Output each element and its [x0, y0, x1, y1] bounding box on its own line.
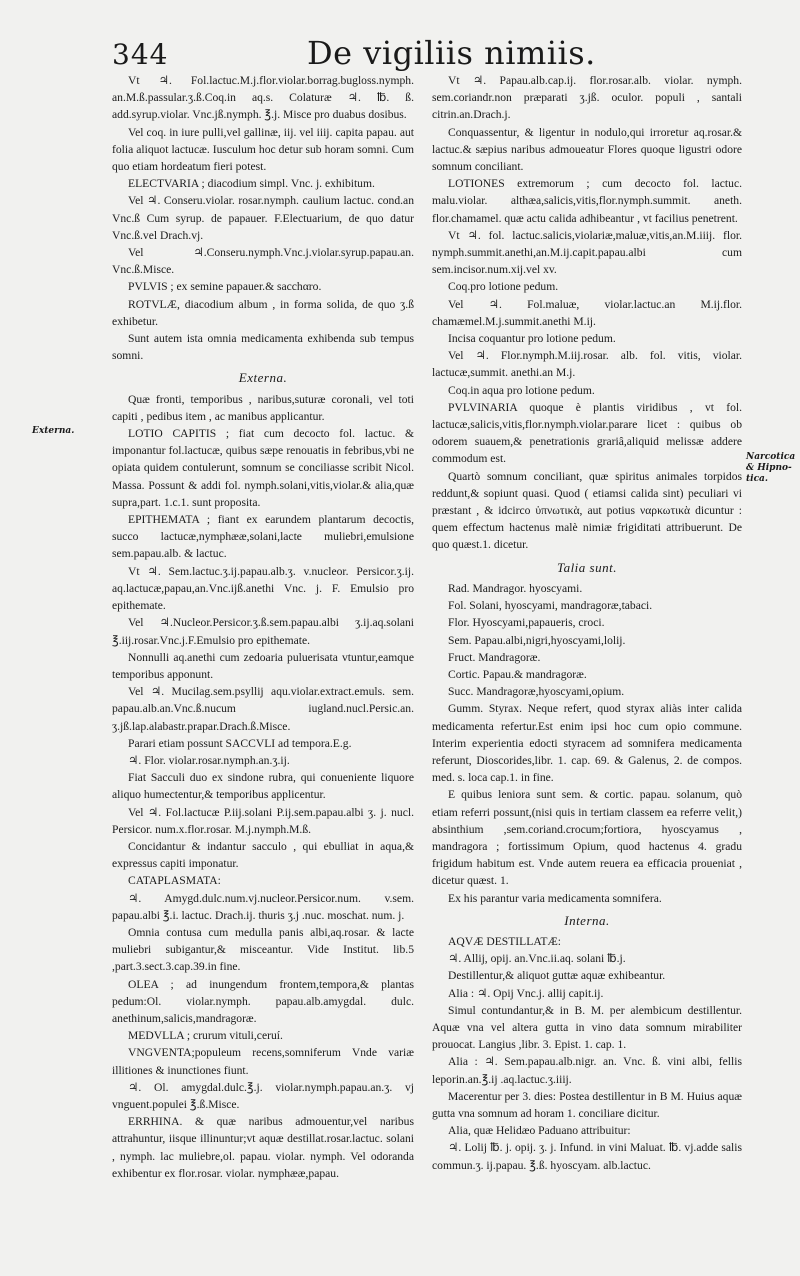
paragraph: Vel ♃. Conseru.violar. rosar.nymph. caulium lactuc. cond.an Vnc.ß Cum syrup. de papauer. F.Electuarium, de quo datur Vnc.ß.vel Drach.vj.: [112, 194, 414, 242]
paragraph: MEDVLLA ; crurum vituli,ceruí.: [128, 1029, 283, 1043]
page-number: 344: [112, 38, 169, 71]
paragraph: Alia : ♃. Sem.papau.alb.nigr. an. Vnc. ß. vini albi, fellis leporin.an.℥.ij .aq.lactuc.ʒ.iiij.: [432, 1055, 742, 1086]
paragraph: PVLVINARIA quoque è plantis viridibus , vt fol. lactucæ,salicis,vitis,flor.nymph.violar.parare licet : quibus ob odorem suauem,& penetrationis grariâ,aliquid melissæ addere commodum est.: [432, 400, 742, 466]
list-item: Fol. Solani, hyoscyami, mandragoræ,tabaci.: [448, 599, 653, 613]
section-heading-talia-sunt: Talia sunt.: [557, 559, 617, 575]
paragraph: Macerentur per 3. dies: Postea destillentur in B M. Huius aquæ gutta vna somnum ad horam 1. conciliare dicitur.: [432, 1089, 742, 1120]
paragraph: OLEA ; ad inungendum frontem,tempora,& plantas pedum:Ol. violar.nymph. papau.alb.amygdal. dulc. anethinum,salicis,mandragoræ.: [112, 977, 414, 1025]
paragraph: Vt ♃. Fol.lactuc.M.j.flor.violar.borrag.bugloss.nymph. an.M.ß.passular.ʒ.ß.Coq.in aq.s. Colaturæ ♃. ℔. ß. add.syrup.violar. Vnc.jß.nymph. ℥.j. Misce pro duabus dosibus.: [112, 74, 414, 122]
list-item: Fruct. Mandragoræ.: [448, 650, 541, 664]
paragraph: EPITHEMATA ; fiant ex earundem plantarum decoctis, succo lactucæ,nymphææ,solani,lacte muliebri,emulsione sem.papau.alb. & lactuc.: [112, 513, 414, 561]
margin-note-externa: Externa.: [32, 426, 75, 436]
paragraph: Vt ♃. Sem.lactuc.ʒ.ij.papau.alb.ʒ. v.nucleor. Persicor.ʒ.ij. aq.lactucæ,papau,an.Vnc.ijß.anethi Vnc. j. F. Emulsio pro epithemate.: [112, 564, 414, 613]
paragraph: Gumm. Styrax. Neque refert, quod styrax aliàs inter calida medicamenta refertur.Est enim ipsi hoc cum opio commune. Interim experientia edocti styracem ad somnifera medicamenta referunt, Dioscorides,libr. 1. cap. 69. & Galenus, 2. de compos. med. s. loca cap.1. in fine.: [432, 702, 742, 785]
paragraph: Vel ♃.Nucleor.Persicor.ʒ.ß.sem.papau.albi ʒ.ij.aq.solani ℥.iij.rosar.Vnc.j.F.Emulsio pro epithemate.: [112, 616, 414, 647]
paragraph: Vt ♃. Papau.alb.cap.ij. flor.rosar.alb. violar. nymph. sem.coriandr.non præparati ʒ.jß. oculor. populi , santali citrin.an.Drach.j.: [432, 74, 742, 122]
paragraph: Vel ♃. Fol.lactucæ P.iij.solani P.ij.sem.papau.albi ʒ. j. nucl. Persicor. num.x.flor.rosar. M.j.nymph.M.ß.: [112, 805, 414, 836]
paragraph: Alia, quæ Helidæo Paduano attribuitur:: [448, 1124, 631, 1138]
paragraph: Alia : ♃. Opij Vnc.j. allij capit.ij.: [448, 986, 604, 1000]
paragraph: Sunt autem ista omnia medicamenta exhibenda sub tempus somni.: [112, 332, 414, 363]
paragraph: Incisa coquantur pro lotione pedum.: [448, 332, 616, 346]
paragraph: Vt ♃. fol. lactuc.salicis,violariæ,maluæ,vitis,an.M.iiij. flor. nymph.summit.anethi,an.M.ij.capit.papau.albi cum sem.incisor.num.xij.vel xv.: [432, 228, 742, 277]
list-item: Sem. Papau.albi,nigri,hyoscyami,lolij.: [448, 633, 626, 647]
paragraph: Parari etiam possunt SACCVLI ad tempora.E.g.: [128, 736, 352, 750]
paragraph: AQVÆ DESTILLATÆ:: [448, 934, 562, 948]
section-heading-externa: Externa.: [238, 370, 288, 386]
list-item: Rad. Mandragor. hyoscyami.: [448, 581, 583, 595]
paragraph: ♃. Allij, opij. an.Vnc.ii.aq. solani ℔.j.: [448, 952, 626, 966]
paragraph: LOTIONES extremorum ; cum decocto fol. lactuc. malu.violar. althæa,salicis,vitis,flor.nymph.summit. aneth. flor.chamamel. quæ actu calida adhibeantur , vt facilius penetrent.: [432, 177, 742, 225]
left-column: [112, 72, 414, 1182]
page-header: [112, 30, 752, 70]
paragraph: Quartò somnum conciliant, quæ spiritus animales torpidos reddunt,& sopiunt quasi. Quod ( etiamsi calida sint) peculiari vi præstant , & idcirco ὑπνωτικὰ, aut potius ναρκωτικὰ dicuntur : quem effectum hactenus malè nimiæ frigiditati attribuerunt. De quo quæst.1. dicetur.: [432, 469, 742, 552]
paragraph: Omnia contusa cum medulla panis albi,aq.rosar. & lacte muliebri subigantur,& misceantur. Vide Institut. lib.5 ,part.3.sect.3.cap.39.in fine.: [112, 925, 414, 974]
paragraph: ELECTVARIA ; diacodium simpl. Vnc. j. exhibitum.: [128, 177, 375, 191]
list-item: Cortic. Papau.& mandragoræ.: [448, 667, 587, 681]
paragraph: Vel ♃. Flor.nymph.M.iij.rosar. alb. fol. vitis, violar. lactucæ,summit. anethi.an M.j.: [432, 349, 742, 380]
paragraph: Concidantur & indantur sacculo , qui ebulliat in aqua,& expressus capiti imponatur.: [112, 839, 414, 871]
paragraph: ♃. Flor. violar.rosar.nymph.an.ʒ.ij.: [128, 753, 290, 767]
margin-note-narcotica: Narcotica & Hipno-tica.: [746, 452, 796, 484]
paragraph: ♃. Ol. amygdal.dulc.℥.j. violar.nymph.papau.an.ʒ. vj vnguent.populei ℥.ß.Misce.: [112, 1080, 414, 1111]
paragraph: ♃. Amygd.dulc.num.vj.nucleor.Persicor.num. v.sem. papau.albi ℥.i. lactuc. Drach.ij. thuris ʒ.j .nuc. moschat. num. j.: [112, 891, 414, 922]
paragraph: Coq.in aqua pro lotione pedum.: [448, 383, 595, 397]
paragraph: Coq.pro lotione pedum.: [448, 280, 559, 294]
paragraph: ROTVLÆ, diacodium album , in forma solida, de quo ʒ.ß exhibetur.: [112, 297, 414, 328]
paragraph: Vel ♃. Mucilag.sem.psyllij aqu.violar.extract.emuls. sem. papau.alb.an.Vnc.ß.nucum iugland.nucl.Persic.an. ʒ.jß.lap.alabastr.prapar.Drach.ß.Misce.: [112, 685, 414, 733]
paragraph: PVLVIS ; ex semine papauer.& sacchαro.: [128, 280, 322, 294]
paragraph: Quæ fronti, temporibus , naribus,suturæ coronali, vel toti capiti , pedibus item , ac manibus applicantur.: [112, 392, 414, 423]
paragraph: Vel coq. in iure pulli,vel gallinæ, iij. vel iiij. capita papau. aut folia aliquot lactucæ. Iusculum hoc detur sub horam somni. Cum quo etiam hordeatum fieri potest.: [112, 125, 414, 174]
paragraph: Destillentur,& aliquot guttæ aquæ exhibeantur.: [448, 969, 666, 983]
paragraph: E quibus leniora sunt sem. & cortic. papau. solanum, quò etiam referri possunt,(nisi quis in tertiam classem ea referre velit,) absinthium ,sem.coriand.crocum;fortiora, hyoscyamus , mandragora ; fortissimum Opium, quod hactenus 4. gradu frigidum habitum est. Vnde autem reuera ea efficacia proueniat , dicetur quæst. 1.: [432, 788, 742, 888]
paragraph: Vel ♃. Fol.maluæ, violar.lactuc.an M.ij.flor. chamæmel.M.j.summit.anethi M.ij.: [432, 297, 742, 328]
list-item: Succ. Mandragoræ,hyoscyami,opium.: [448, 685, 625, 699]
paragraph: Fiat Sacculi duo ex sindone rubra, qui conueniente liquore aliquo humectentur,& temporibus applicentur.: [112, 771, 414, 802]
right-column: [432, 72, 742, 1174]
paragraph: CATAPLASMATA:: [128, 874, 221, 888]
page-title: De vigiliis nimiis.: [307, 34, 596, 72]
paragraph: Ex his parantur varia medicamenta somnifera.: [448, 891, 662, 905]
paragraph: ♃. Lolij ℔. j. opij. ʒ. j. Infund. in vini Maluat. ℔. vj.adde salis commun.ʒ. ij.papau. ℥.ß. hyoscyam. alb.lactuc.: [432, 1141, 742, 1172]
paragraph: VNGVENTA;populeum recens,somniferum Vnde variæ illitiones & inunctiones fiunt.: [112, 1046, 414, 1077]
list-item: Flor. Hyoscyami,papaueris, croci.: [448, 616, 605, 630]
section-heading-interna: Interna.: [564, 912, 610, 928]
paragraph: ERRHINA. & quæ naribus admouentur,vel naribus attrahuntur, iisque illinuntur;vt aquæ destillat.rosar.lactuc. solani , nymph. lac muliebre,ol. papau. violar. nymph. Vel odoranda exhibentur ex flor.rosar. violar. nymphææ,papau.: [112, 1115, 414, 1180]
paragraph: Conquassentur, & ligentur in nodulo,qui irroretur aq.rosar.& lactuc.& sæpius naribus admoueatur Flores quoque ligustri odore somnum conciliant.: [432, 125, 742, 174]
paragraph: Vel ♃.Conseru.nymph.Vnc.j.violar.syrup.papau.an. Vnc.ß.Misce.: [112, 246, 414, 277]
paragraph: LOTIO CAPITIS ; fiat cum decocto fol. lactuc. & imponantur fol.lactucæ, quibus sæpe renouatis in febribus,vbi ne opiata quidem contulerunt, somnum se conciliasse scribit Nicol. Massa. Possunt & addi fol. nymph.solani,vitis,violar.& alia,quæ supra,part. 1.c.1. sunt proposita.: [112, 427, 414, 509]
paragraph: Simul contundantur,& in B. M. per alembicum destillentur. Aquæ vna vel altera gutta in vino data somnum mirabiliter prouocat. Langius ,libr. 3. Epist. 1. cap. 1.: [432, 1003, 742, 1052]
paragraph: Nonnulli aq.anethi cum zedoaria puluerisata vtuntur,eamque temporibus apponunt.: [112, 650, 414, 681]
